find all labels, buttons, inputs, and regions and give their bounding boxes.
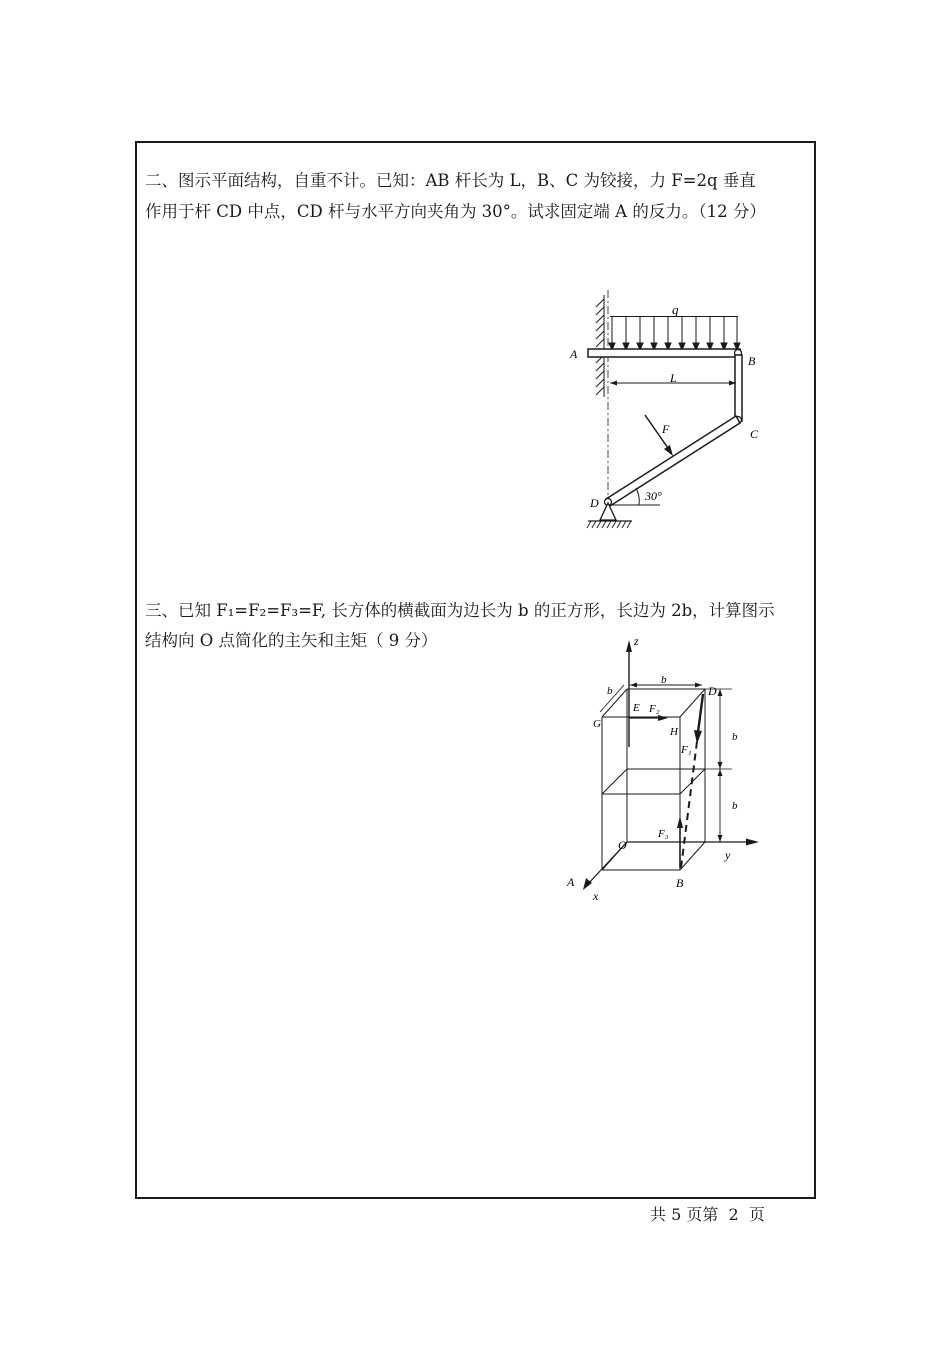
question-3-line-1: 三、已知 F₁=F₂=F₃=F, 长方体的横截面为边长为 b 的正方形，长边为 2b，计算图示	[145, 601, 775, 620]
fig2-label-x: x	[593, 889, 599, 903]
fig2-label-y: y	[725, 848, 731, 862]
question-3-figure	[560, 632, 770, 907]
fig1-label-C: C	[750, 427, 759, 441]
fig2-label-F3: F₃	[658, 828, 669, 840]
fig2-label-E: E	[633, 702, 640, 714]
question-2-figure	[560, 285, 780, 540]
fig1-label-angle: 30°	[645, 489, 662, 503]
question-2-line-2: 作用于杆 CD 中点，CD 杆与水平方向夹角为 30°。试求固定端 A 的反力。（12 分）	[145, 202, 766, 221]
fig2-label-B: B	[676, 876, 684, 890]
page-number: 共 5 页第 2 页	[650, 1205, 765, 1224]
fig1-label-q: q	[672, 302, 679, 317]
fig2-label-b-left: b	[607, 685, 613, 697]
fig2-label-D: D	[708, 684, 717, 698]
fig2-label-F2: F₂	[649, 703, 660, 715]
fig2-label-b-right-1: b	[732, 731, 738, 743]
fig1-label-A: A	[570, 347, 578, 361]
fig1-label-L: L	[670, 371, 677, 385]
fig1-label-F: F	[662, 422, 670, 436]
fig1-label-B: B	[748, 354, 756, 368]
fig2-label-O: O	[618, 838, 627, 852]
fig2-label-H: H	[670, 726, 678, 738]
question-3-line-2: 结构向 O 点简化的主矢和主矩（ 9 分）	[145, 631, 438, 650]
question-2	[145, 165, 815, 227]
fig2-label-b-right-2: b	[732, 800, 738, 812]
fig2-label-z: z	[634, 634, 639, 648]
fig1-label-D: D	[590, 496, 599, 510]
fig2-label-F1: F₁	[681, 744, 692, 756]
fig2-label-G: G	[593, 718, 601, 730]
fig2-label-b-top: b	[661, 674, 667, 686]
question-2-line-1: 二、图示平面结构，自重不计。已知：AB 杆长为 L，B、C 为铰接，力 F=2q 垂直	[145, 171, 756, 190]
fig2-label-A: A	[567, 875, 575, 889]
